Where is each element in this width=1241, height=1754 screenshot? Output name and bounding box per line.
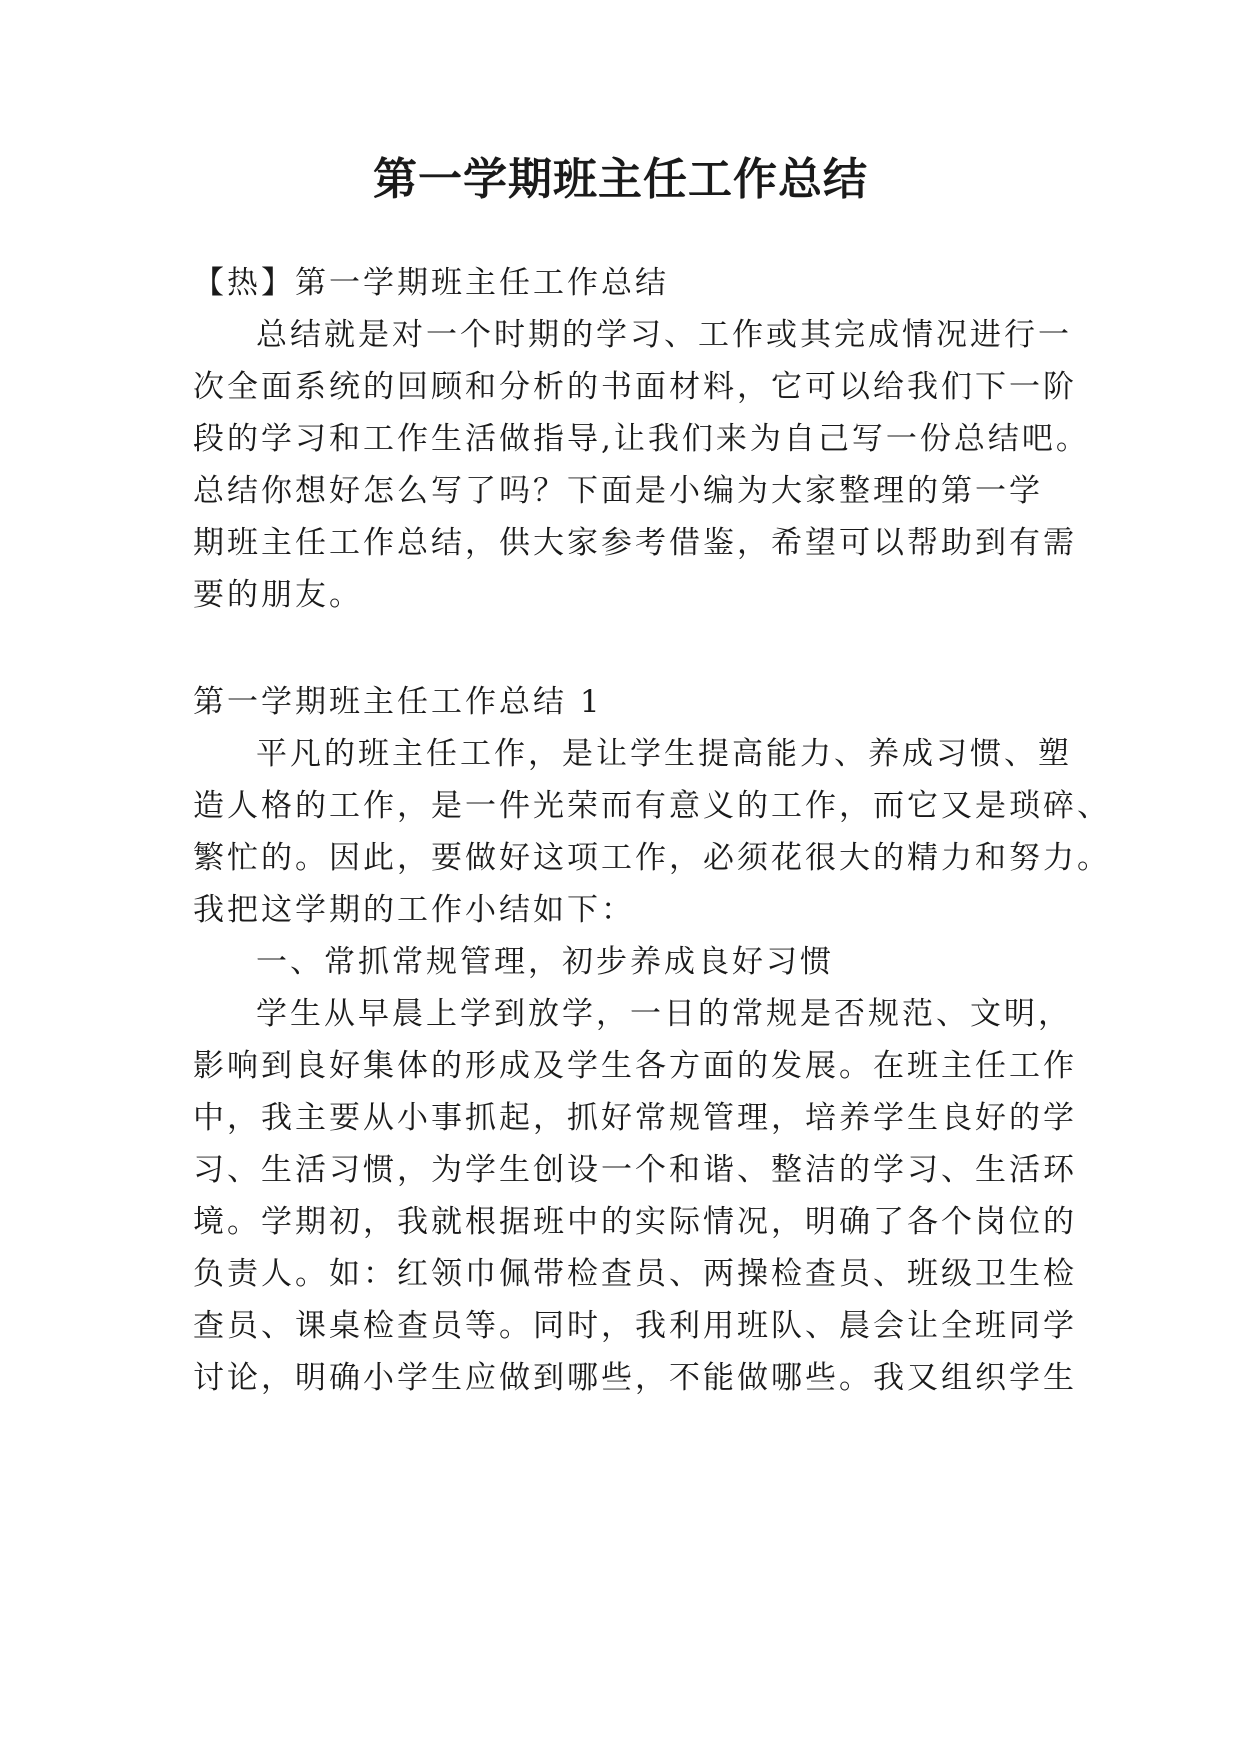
intro-line: 要的朋友。: [193, 577, 363, 613]
paragraph-line: 学生从早晨上学到放学，一日的常规是否规范、文明，: [256, 996, 1072, 1032]
paragraph-line: 讨论，明确小学生应做到哪些，不能做哪些。我又组织学生: [193, 1360, 1077, 1396]
intro-line: 总结你想好怎么写了吗？下面是小编为大家整理的第一学: [193, 473, 1043, 509]
section-heading: 第一学期班主任工作总结 1: [193, 684, 603, 720]
paragraph-line: 我把这学期的工作小结如下：: [193, 892, 635, 928]
paragraph-line: 负责人。如：红领巾佩带检查员、两操检查员、班级卫生检: [193, 1256, 1077, 1292]
document-title: 第一学期班主任工作总结: [373, 154, 868, 205]
paragraph-line: 造人格的工作，是一件光荣而有意义的工作，而它又是琐碎、: [193, 788, 1111, 824]
intro-line: 总结就是对一个时期的学习、工作或其完成情况进行一: [256, 317, 1072, 353]
subheading: 一、常抓常规管理，初步养成良好习惯: [256, 944, 834, 980]
paragraph-line: 境。学期初，我就根据班中的实际情况，明确了各个岗位的: [193, 1204, 1077, 1240]
paragraph-line: 平凡的班主任工作，是让学生提高能力、养成习惯、塑: [256, 736, 1072, 772]
paragraph-line: 中，我主要从小事抓起，抓好常规管理，培养学生良好的学: [193, 1100, 1077, 1136]
intro-line: 期班主任工作总结，供大家参考借鉴，希望可以帮助到有需: [193, 525, 1077, 561]
intro-line: 段的学习和工作生活做指导,让我们来为自己写一份总结吧。: [193, 421, 1090, 457]
paragraph-line: 习、生活习惯，为学生创设一个和谐、整洁的学习、生活环: [193, 1152, 1077, 1188]
intro-heading: 【热】第一学期班主任工作总结: [193, 265, 669, 301]
paragraph-line: 影响到良好集体的形成及学生各方面的发展。在班主任工作: [193, 1048, 1077, 1084]
paragraph-line: 查员、课桌检查员等。同时，我利用班队、晨会让全班同学: [193, 1308, 1077, 1344]
paragraph-line: 繁忙的。因此，要做好这项工作，必须花很大的精力和努力。: [193, 840, 1111, 876]
intro-line: 次全面系统的回顾和分析的书面材料，它可以给我们下一阶: [193, 369, 1077, 405]
